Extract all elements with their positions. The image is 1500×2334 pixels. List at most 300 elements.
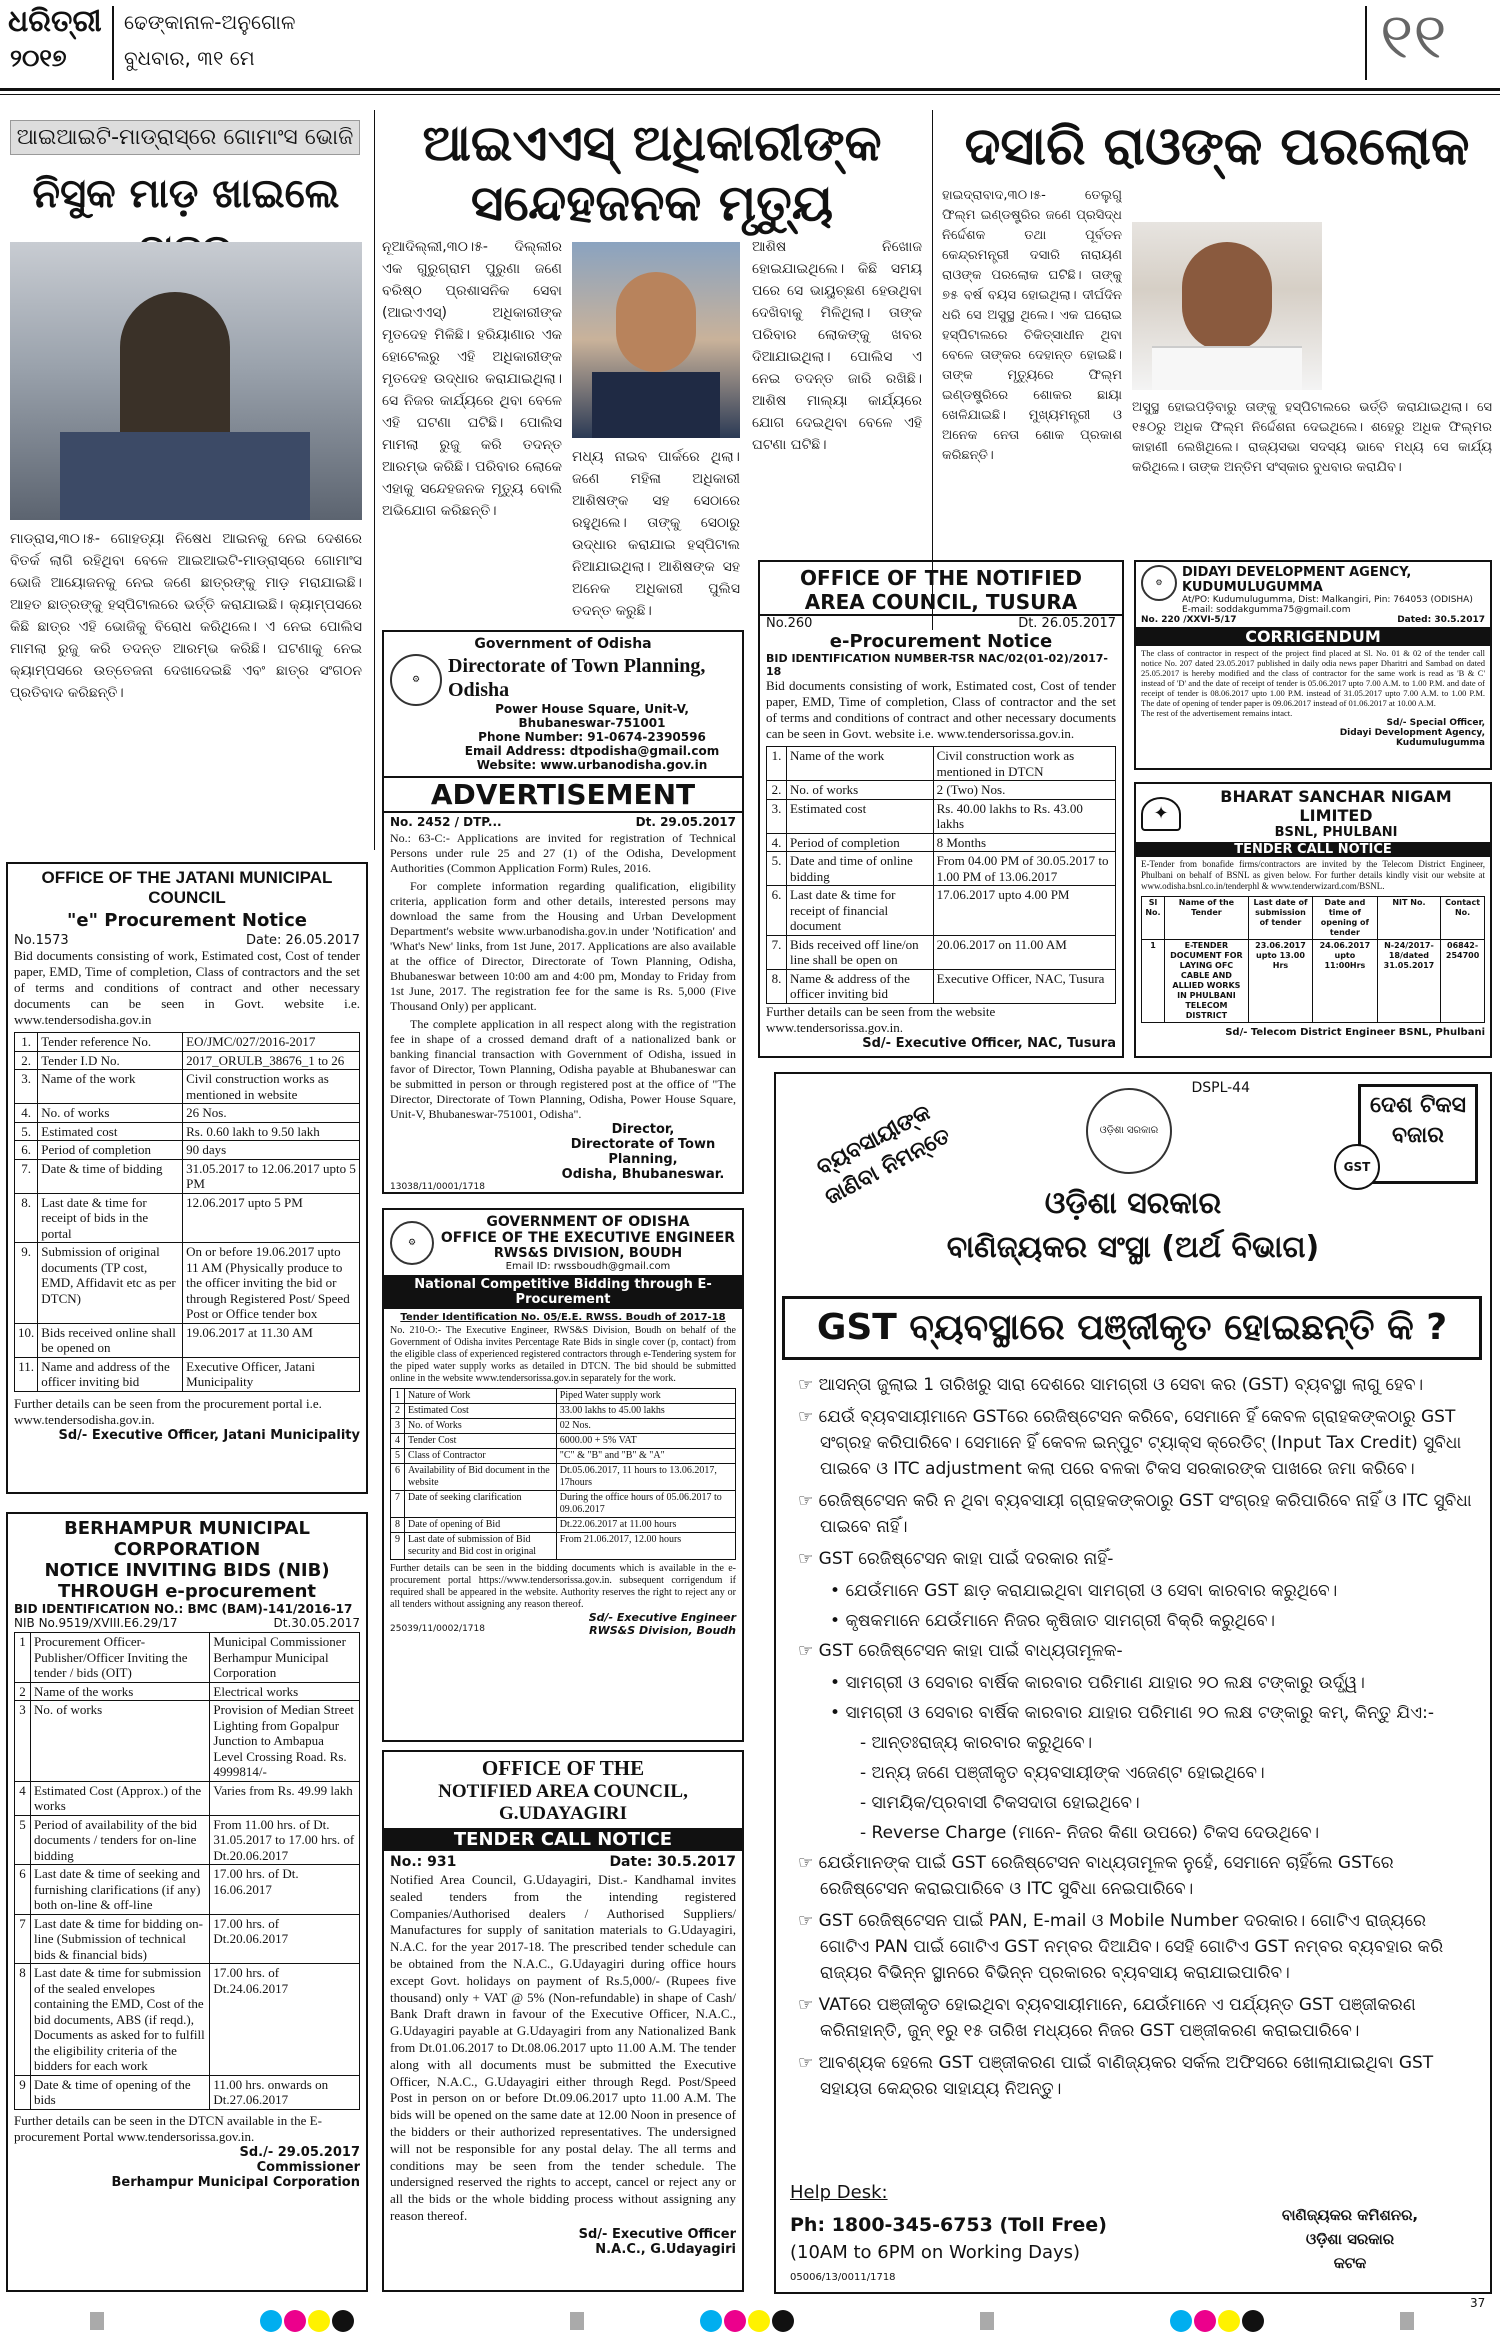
table-cell: 17.00 hrs. of Dt.24.06.2017	[210, 1964, 360, 2076]
table-cell: 02 Nos.	[556, 1419, 735, 1434]
ad-rwss-title: OFFICE OF THE EXECUTIVE ENGINEER	[440, 1230, 736, 1246]
ad-gst-question: GST ବ୍ୟବସ୍ଥାରେ ପଞ୍ଜୀକୃତ ହୋଇଛନ୍ତି କି ?	[782, 1296, 1482, 1360]
ad-berhampur-date: Dt.30.05.2017	[273, 1616, 360, 1630]
table-cell: 5.	[15, 1122, 38, 1141]
ad-tp-date: Dt. 29.05.2017	[635, 815, 736, 829]
odisha-emblem-icon: ⚙	[390, 1221, 434, 1265]
ad-berhampur	[6, 1512, 368, 2292]
table-header-cell: Sl No.	[1142, 897, 1165, 940]
odisha-emblem-icon: ⚙	[1141, 565, 1177, 601]
cyan-dot	[700, 2310, 722, 2332]
story3-body-col1: ହାଇଦ୍ରାବାଦ,୩୦।୫- ତେଲୁଗୁ ଫିଲ୍ମ ଇଣ୍ଡଷ୍ଟ୍ରିର ଜଣେ ପ୍ରସିଦ୍ଧ ନିର୍ଦ୍ଦେଶକ ତଥା ପୂର୍ବତନ କେନ୍ଦ୍ରମନ୍ତ୍ରୀ ଦସାରି ନାରାୟଣ ରାଓଙ୍କ ପରଲୋକ ଘଟିଛି। ତାଙ୍କୁ ୭୫ ବର୍ଷ ବୟସ ହୋଇଥିଲା। ଦୀର୍ଘଦିନ ଧରି ସେ ଅସୁସ୍ଥ ଥିଲେ। ଏକ ଘରୋଇ ହସ୍ପିଟାଲରେ ଚିକିତ୍ସାଧୀନ ଥିବା ବେଳେ ତାଙ୍କର ଦେହାନ୍ତ ହୋଇଛି। ତାଙ୍କ ମୃତ୍ୟୁରେ ଫିଲ୍ମ ଇଣ୍ଡଷ୍ଟ୍ରିରେ ଶୋକର ଛାୟା ଖେଳିଯାଇଛି। ମୁଖ୍ୟମନ୍ତ୍ରୀ ଓ ଅନେକ ନେତା ଶୋକ ପ୍ରକାଶ କରିଛନ୍ତି।	[942, 188, 1122, 463]
table-cell: Executive Officer, Jatani Municipality	[183, 1357, 360, 1391]
date-label: ବୁଧବାର, ୩୧ ମେ	[124, 46, 255, 70]
ad-udayagiri-title2: NOTIFIED AREA COUNCIL, G.UDAYAGIRI	[438, 1781, 688, 1824]
edition-label: ଢେଙ୍କାନାଳ-ଅନୁଗୋଳ	[124, 10, 296, 34]
table-cell: No. of Works	[405, 1419, 557, 1434]
ad-tp-address: Power House Square, Unit-V, Bhubaneswar-751001	[495, 702, 689, 730]
table-cell: 3.	[767, 799, 787, 833]
table-cell: Name & address of the officer inviting bid	[787, 969, 934, 1003]
list-item: ☞ ଯେଉଁମାନଙ୍କ ପାଇଁ GST ରେଜିଷ୍ଟେସନ ବାଧ୍ୟତାମୂଳକ ନୁହେଁ, ସେମାନେ ଚାହିଁଲେ GSTରେ ରେଜିଷ୍ଟେସନ କରାଇପାରିବେ ଓ ITC ସୁବିଧା ନେଇପାରିବେ।	[798, 1853, 1394, 1899]
table-cell: 1.	[15, 1033, 38, 1052]
table-cell: 17.06.2017 upto 4.00 PM	[933, 886, 1115, 936]
ad-tp-email: Email Address: dtpodisha@gmail.com	[464, 744, 720, 758]
table-cell: Date and time of online bidding	[787, 852, 934, 886]
ad-jatani-footer: Further details can be seen from the procurement portal i.e. www.tendersodisha.gov.in.	[14, 1395, 322, 1427]
ad-didayi-email: E-mail: soddakgumma75@gmail.com	[1182, 605, 1351, 615]
table-cell: 8 Months	[933, 833, 1115, 852]
table-cell: Period of completion	[38, 1141, 183, 1160]
table-cell: 8	[391, 1518, 405, 1533]
table-cell: Last date & time for bidding on-line (Submission of technical bids & financial bids)	[31, 1914, 210, 1964]
table-cell: Name of the work	[787, 747, 934, 781]
table-row	[15, 2075, 360, 2109]
table-cell: No. of works	[31, 1701, 210, 1782]
table-cell: Submission of original documents (TP cost, EMD, Affidavit etc as per DTCN)	[38, 1243, 183, 1324]
magenta-dot	[284, 2310, 306, 2332]
ad-jatani-sign: Sd/- Executive Officer, Jatani Municipality	[58, 1427, 360, 1443]
table-row	[391, 1518, 736, 1533]
list-item: - ଆନ୍ତଃରାଜ୍ୟ କାରବାର କରୁଥିବେ।	[860, 1733, 1093, 1753]
ad-tusura-title2: AREA COUNCIL, TUSURA	[804, 590, 1078, 614]
ad-didayi-heading: CORRIGENDUM	[1136, 627, 1490, 646]
yellow-dot	[1218, 2310, 1240, 2332]
table-cell: 2	[15, 1682, 31, 1701]
hand-pointer-icon: ☞	[798, 1407, 819, 1427]
ad-jatani-table	[14, 1032, 360, 1392]
ad-tp-sign2: Directorate of Town Planning,	[570, 1137, 716, 1167]
story3-headline: ଦସାରି ରାଓଙ୍କ ପରଲୋକ	[964, 117, 1470, 177]
ad-didayi-body: The class of contractor in respect of the project find placed at Sl. No. 01 & 02 of the tender call notice No. 207 dated 23.05.2017 published in daily odia news paper Dharitri and Sambad on dated 25.05.2017 is hereby modified and the class of contractor for the same work is read as 'B & C' instead of 'D' and the date of receipt of tender is 05.06.2017 upto 7.00 A.M. to 1.00 P.M. and date of receipt of tender is 08.06.2017 upto 1.00 P.M. instead of 31.05.2017 upto 7.00 A.M. to 1.00 P.M. The date of opening of tender paper is 09.06.2017 instead of 01.06.2017 at 10.00 A.M.	[1141, 648, 1485, 708]
table-cell: 7	[15, 1914, 31, 1964]
table-cell: Bids received off line/on line shall be open on	[787, 935, 934, 969]
ad-tp-heading: ADVERTISEMENT	[384, 776, 742, 813]
ad-rwss-sign2: RWS&S Division, Boudh	[589, 1624, 736, 1637]
table-cell: Procurement Officer-Publisher/Officer Inviting the tender / bids (OIT)	[31, 1633, 210, 1683]
table-cell: 5	[15, 1815, 31, 1865]
ad-rwss-table	[390, 1388, 736, 1560]
table-cell: 9.	[15, 1243, 38, 1324]
table-cell: 2	[391, 1404, 405, 1419]
ad-gst-side-right: ଦେଶ ଟିକସ ବଜାର	[1369, 1093, 1467, 1148]
table-cell: 11.	[15, 1357, 38, 1391]
table-row	[15, 1865, 360, 1915]
hand-pointer-icon: ☞	[798, 1375, 819, 1395]
table-cell: Last date & time for receipt of bids in the portal	[38, 1193, 183, 1243]
gray-swatch	[90, 2312, 104, 2330]
table-cell: Date of seeking clarification	[405, 1491, 557, 1518]
table-cell: Last date & time for submission of the sealed envelopes containing the EMD, Cost of the bid documents, ABS (if reqd.), Documents as asked for to fulfill the eligibility criteria of the bidders for each work	[31, 1964, 210, 2076]
ad-jatani-intro: Bid documents consisting of work, Estimated cost, Cost of tender paper, EMD, Time of completion, Class of contractors and the set of terms and conditions of contract and other necessary documents can be seen in Govt. website i.e. www.tendersodisha.gov.in	[14, 948, 360, 1027]
ad-didayi-date: Dated: 30.5.2017	[1397, 615, 1485, 625]
table-cell: 5.	[767, 852, 787, 886]
ad-berhampur-nib: NIB No.9519/XVIII.E6.29/17	[14, 1616, 178, 1630]
ad-bsnl-title1: BHARAT SANCHAR NIGAM LIMITED	[1220, 787, 1452, 825]
table-row	[15, 1357, 360, 1391]
ad-gst-logo-text: GST	[1343, 1160, 1371, 1174]
ad-gst	[774, 1072, 1492, 2294]
ad-tp-sign3: Odisha, Bhubaneswar.	[561, 1167, 725, 1182]
ad-rwss-email: Email ID: rwssboudh@gmail.com	[505, 1261, 671, 1272]
table-cell: 20.06.2017 on 11.00 AM	[933, 935, 1115, 969]
story3-photo	[1132, 222, 1322, 390]
table-row	[15, 1815, 360, 1865]
table-cell: 8.	[767, 969, 787, 1003]
ad-gst-sign2: ଓଡ଼ିଶା ସରକାର	[1305, 2230, 1395, 2248]
ad-gst-side-left: ବ୍ୟବସାୟୀଙ୍କ ଜାଣିବା ନିମନ୍ତେ	[812, 1099, 955, 1211]
table-cell: 7.	[767, 935, 787, 969]
hand-pointer-icon: ☞	[798, 1911, 819, 1931]
ad-rwss-sign1: Sd/- Executive Engineer	[588, 1611, 736, 1624]
table-cell: 23.06.2017 upto 13.00 Hrs	[1248, 940, 1312, 1023]
story2-body-bottom: ମଧ୍ୟ ନାଇବ ପାର୍କରେ ଥିଲା। ଜଣେ ମହିଳା ଅଧିକାରୀ ଆଶିଷଙ୍କ ସହ ସେଠାରେ ରହୁଥିଲେ। ତାଙ୍କୁ ସେଠାରୁ ଉଦ୍ଧାର କରାଯାଇ ହସ୍ପିଟାଲ ନିଆଯାଇଥିଲା। ଆଶିଷଙ୍କ ସହ ଅନେକ ଅଧିକାରୀ ପୁଲିସ ତଦନ୍ତ କରୁଛି।	[572, 449, 740, 619]
list-item: - ସାମୟିକ/ପ୍ରବାସୀ ଟିକସଦାତା ହୋଇଥିବେ।	[860, 1793, 1140, 1813]
gray-swatch	[570, 2312, 584, 2330]
story2-photo	[572, 242, 740, 438]
hand-pointer-icon: ☞	[798, 1641, 819, 1661]
ad-berhampur-table	[14, 1632, 360, 2110]
ad-jatani-subtitle: "e" Procurement Notice	[67, 910, 307, 931]
ad-gst-code-top: DSPL-44	[1191, 1080, 1250, 1096]
table-cell: Class of Contractor	[405, 1449, 557, 1464]
black-dot	[772, 2310, 794, 2332]
table-cell: 06842-254700	[1441, 940, 1485, 1023]
table-cell: Estimated cost	[38, 1122, 183, 1141]
story2-headline-line1: ଆଇଏଏସ୍ ଅଧିକାରୀଙ୍କ	[422, 114, 882, 172]
list-item: - Reverse Charge (ମାନେ- ନିଜର କିଣା ଉପରେ) ଟିକସ ଦେଉଥିବେ।	[860, 1823, 1320, 1843]
table-cell: 6	[391, 1464, 405, 1491]
table-row	[15, 1141, 360, 1160]
table-cell: Nature of Work	[405, 1389, 557, 1404]
gst-logo-icon	[1334, 1144, 1380, 1190]
list-item: • କୃଷକମାନେ ଯେଉଁମାନେ ନିଜର କୃଷିଜାତ ସାମଗ୍ରୀ ବିକ୍ରି କରୁଥିବେ।	[830, 1611, 1276, 1631]
table-cell: 9	[15, 2075, 31, 2109]
ad-gst-sub	[790, 1730, 1480, 1846]
ad-didayi-rest: The rest of the advertisement remains intact.	[1141, 708, 1293, 718]
story1-headline: ନିସୁକ ମାଡ଼ ଖାଇଲେ	[32, 171, 340, 217]
ad-rwss	[382, 1208, 744, 1742]
ad-udayagiri-title1: OFFICE OF THE	[481, 1756, 645, 1780]
table-cell: Dt.22.06.2017 at 11.00 hours	[556, 1518, 735, 1533]
table-row	[15, 1033, 360, 1052]
table-header-cell: Date and time of opening of tender	[1313, 897, 1378, 940]
ad-tusura-title1: OFFICE OF THE NOTIFIED	[800, 566, 1082, 590]
table-cell: 1.	[767, 747, 787, 781]
table-cell: 1	[15, 1633, 31, 1683]
story2-body-col1: ନୂଆଦିଲ୍ଲୀ,୩୦।୫- ଦିଲ୍ଲୀର ଏକ ଗୁରୁଗ୍ରାମ ପୁରୁଣା ଜଣେ ବରିଷ୍ଠ ପ୍ରଶାସନିକ ସେବା (ଆଇଏଏସ୍) ଅଧିକାରୀଙ୍କ ମୃତଦେହ ମିଳିଛି। ହରିୟାଣାର ଏକ ହୋଟେଲରୁ ଏହି ଅଧିକାରୀଙ୍କ ମୃତଦେହ ଉଦ୍ଧାର କରାଯାଇଥିଲା। ସେ ନିଜର କାର୍ଯ୍ୟରେ ଥିବା ବେଳେ ଏହି ଘଟଣା ଘଟିଛି। ପୋଲିସ ମାମଲା ରୁଜୁ କରି ତଦନ୍ତ ଆରମ୍ଭ କରିଛି। ପରିବାର ଲୋକେ ଏହାକୁ ସନ୍ଦେହଜନକ ମୃତ୍ୟୁ ବୋଲି ଅଭିଯୋଗ କରିଛନ୍ତି।	[382, 239, 562, 519]
table-cell: Bids received online shall be opened on	[38, 1323, 183, 1357]
ad-tusura-footer: Further details can be seen from the website www.tendersorissa.gov.in.	[766, 1003, 996, 1035]
hand-pointer-icon: ☞	[798, 1491, 819, 1511]
table-cell: No. of works	[38, 1104, 183, 1123]
ad-rwss-para: No. 210-O:- The Executive Engineer, RWS&S Division, Boudh on behalf of the Government of Odisha invites Percentage Rate Bids in single cover (p, contact) from the eligible class of experienced registered contractors through e-Tendering system for the piped water supply works as detailed in DTCN. The bid should be submitted online in the website www.tendersorissa.gov.in separately for the work.	[390, 1325, 736, 1384]
table-cell: Varies from Rs. 49.99 lakh	[210, 1781, 360, 1815]
ad-tp-code: 13038/11/0001/1718	[390, 1182, 485, 1192]
table-row	[15, 1193, 360, 1243]
bsnl-logo-icon: ✦	[1141, 797, 1181, 831]
table-cell: 8.	[15, 1193, 38, 1243]
ad-tusura	[758, 560, 1124, 1058]
table-cell: E-TENDER DOCUMENT FOR LAYING OFC CABLE AND ALLIED WORKS IN PHULBANI TELECOM DISTRICT	[1164, 940, 1248, 1023]
list-item: ☞ ଆବଶ୍ୟକ ହେଲେ GST ପଞ୍ଜୀକରଣ ପାଇଁ ବାଣିଜ୍ୟକର ସର୍କଲ ଅଫିସରେ ଖୋଲାଯାଇଥିବା GST ସହାୟତା କେନ୍ଦ୍ରର ସାହାଯ୍ୟ ନିଅନ୍ତୁ।	[798, 2053, 1434, 2099]
table-row	[391, 1533, 736, 1560]
ad-didayi-title: DIDAYI DEVELOPMENT AGENCY, KUDUMULUGUMMA	[1182, 565, 1412, 595]
hand-pointer-icon: ☞	[798, 2053, 819, 2073]
table-row	[391, 1491, 736, 1518]
ad-berhampur-title: BERHAMPUR MUNICIPAL CORPORATION	[64, 1518, 310, 1560]
story2-headline-line2: ସନ୍ଦେହଜନକ ମୃତ୍ୟୁ	[470, 174, 834, 232]
ad-bsnl	[1134, 782, 1492, 1058]
table-cell: Period of completion	[787, 833, 934, 852]
table-cell: 6.	[767, 886, 787, 936]
table-cell: Rs. 40.00 lakhs to Rs. 43.00 lakhs	[933, 799, 1115, 833]
table-row	[391, 1449, 736, 1464]
ad-gst-code: 05006/13/0011/1718	[790, 2272, 896, 2283]
table-cell: Date of opening of Bid	[405, 1518, 557, 1533]
ad-tp-sign1: Director,	[611, 1122, 675, 1137]
hand-pointer-icon: ☞	[798, 1853, 819, 1873]
table-row	[391, 1464, 736, 1491]
list-item: - ଅନ୍ୟ ଜଣେ ପଞ୍ଜୀକୃତ ବ୍ୟବସାୟୀଙ୍କ ଏଜେଣ୍ଟ ହୋଇଥିବେ।	[860, 1763, 1265, 1783]
ad-gst-helpdesk: Help Desk:	[790, 2182, 888, 2203]
table-cell: 33.00 lakhs to 45.00 lakhs	[556, 1404, 735, 1419]
ad-rwss-code: 25039/11/0002/1718	[390, 1624, 485, 1634]
table-row	[15, 1633, 360, 1683]
ad-didayi-sign2: Didayi Development Agency,	[1339, 728, 1485, 738]
page-number: ୧୧	[1380, 0, 1447, 74]
table-cell: Tender Cost	[405, 1434, 557, 1449]
ad-gst-phone: Ph: 1800-345-6753 (Toll Free)	[790, 2214, 1107, 2236]
footer-page-no: 37	[1470, 2296, 1486, 2310]
ad-gst-sign3: କଟକ	[1333, 2254, 1367, 2272]
magenta-dot	[724, 2310, 746, 2332]
table-cell: 7	[391, 1491, 405, 1518]
odisha-seal-icon	[1086, 1088, 1172, 1174]
list-item: ☞ VATରେ ପଞ୍ଜୀକୃତ ହୋଇଥିବା ବ୍ୟବସାୟୀମାନେ, ଯେଉଁମାନେ ଏ ପର୍ଯ୍ୟନ୍ତ GST ପଞ୍ଜୀକରଣ କରିନାହାନ୍ତି, ଜୁନ୍ ୧ରୁ ୧୫ ତାରିଖ ମଧ୍ୟରେ ନିଜର GST ପଞ୍ଜୀକରଣ କରାଇପାରିବେ।	[798, 1995, 1416, 2041]
table-row	[15, 1682, 360, 1701]
ad-jatani	[6, 862, 368, 1494]
table-cell: Piped Water supply work	[556, 1389, 735, 1404]
bullet-icon: •	[830, 1611, 846, 1631]
table-row	[15, 1051, 360, 1070]
table-row	[767, 799, 1116, 833]
ad-didayi	[1134, 560, 1492, 770]
table-cell: Dt.05.06.2017, 11 hours to 13.06.2017, 17hours	[556, 1464, 735, 1491]
table-row	[767, 969, 1116, 1003]
ad-tusura-heading: e-Procurement Notice	[829, 631, 1053, 652]
table-row	[391, 1389, 736, 1404]
ad-gst-seal-text: ଓଡ଼ିଶା ସରକାର	[1099, 1125, 1159, 1136]
table-row	[15, 1323, 360, 1357]
ad-udayagiri-band: TENDER CALL NOTICE	[384, 1828, 742, 1851]
table-header-cell: Contact No.	[1441, 897, 1485, 940]
ad-berhampur-subtitle1: NOTICE INVITING BIDS (NIB)	[44, 1560, 330, 1581]
table-row	[391, 1404, 736, 1419]
table-header-cell: Last date of submission of tender	[1248, 897, 1312, 940]
yellow-dot	[308, 2310, 330, 2332]
ad-berhampur-footer: Further details can be seen in the DTCN available in the E-procurement Portal www.tendersorissa.gov.in.	[14, 2112, 322, 2144]
table-cell: Availability of Bid document in the website	[405, 1464, 557, 1491]
ad-berhampur-subtitle2: THROUGH e-procurement	[58, 1581, 316, 1602]
gray-swatch	[980, 2312, 994, 2330]
ad-tusura-intro: Bid documents consisting of work, Estimated cost, Cost of tender paper, EMD, Time of completion, Class of contractor and the set of terms and conditions of contract and other necessary documents can be seen in Govt. website i.e. www.tendersorissa.gov.in.	[766, 678, 1116, 741]
bullet-icon: •	[830, 1581, 846, 1601]
table-cell: Rs. 0.60 lakh to 9.50 lakh	[183, 1122, 360, 1141]
ad-didayi-sign1: Sd/- Special Officer,	[1386, 718, 1485, 728]
gray-swatch	[1400, 2312, 1414, 2330]
table-cell: 17.00 hrs. of Dt.20.06.2017	[210, 1914, 360, 1964]
table-cell: 8	[15, 1964, 31, 2076]
table-cell: 5	[391, 1449, 405, 1464]
ad-tp-title: Directorate of Town Planning, Odisha	[448, 655, 706, 701]
table-cell: Executive Officer, NAC, Tusura	[933, 969, 1115, 1003]
list-item: ☞ ଆସନ୍ତା ଜୁଲାଇ 1 ତାରିଖରୁ ସାରା ଦେଶରେ ସାମଗ୍ରୀ ଓ ସେବା କର (GST) ବ୍ୟବସ୍ଥା ଲାଗୁ ହେବ।	[798, 1375, 1424, 1395]
table-cell: 3	[391, 1419, 405, 1434]
table-row	[767, 852, 1116, 886]
ad-rwss-gov: GOVERNMENT OF ODISHA	[486, 1214, 690, 1230]
ad-bsnl-sign: Sd/- Telecom District Engineer BSNL, Phulbani	[1225, 1027, 1485, 1038]
ad-tusura-sign: Sd/- Executive Officer, NAC, Tusura	[862, 1035, 1116, 1051]
ad-berhampur-sign-org: Berhampur Municipal Corporation	[111, 2174, 360, 2190]
table-cell: No. of works	[787, 781, 934, 800]
ad-gst-not-required	[790, 1578, 1480, 1634]
table-cell: Civil construction works as mentioned in website	[183, 1070, 360, 1104]
ad-didayi-no: No. 220 /XXVI-5/17	[1141, 615, 1237, 625]
ad-tp-phone: Phone Number: 91-0674-2390596	[478, 730, 706, 744]
story3-body-col2: ଅସୁସ୍ଥ ହୋଇପଡ଼ିବାରୁ ତାଙ୍କୁ ହସ୍ପିଟାଲରେ ଭର୍ତ୍ତି କରାଯାଇଥିଲା। ସେ ୧୫୦ରୁ ଅଧିକ ଫିଲ୍ମ ନିର୍ଦ୍ଦେଶନା ଦେଇଥିଲେ। ଶହେରୁ ଅଧିକ ଫିଲ୍ମର କାହାଣୀ ଲେଖିଥିଲେ। ରାଜ୍ୟସଭା ସଦସ୍ୟ ଭାବେ ମଧ୍ୟ ସେ କାର୍ଯ୍ୟ କରିଥିଲେ। ତାଙ୍କ ଅନ୍ତିମ ସଂସ୍କାର ବୁଧବାର କରାଯିବ।	[1132, 400, 1492, 475]
ad-gst-sign1: ବାଣିଜ୍ୟକର କମିଶନର,	[1281, 2206, 1419, 2224]
table-row	[15, 1070, 360, 1104]
ad-gst-gov: ଓଡ଼ିଶା ସରକାର	[1044, 1186, 1222, 1221]
table-row	[391, 1434, 736, 1449]
cyan-dot	[1170, 2310, 1192, 2332]
ad-rwss-footer: Further details can be seen in the bidding documents which is available in the e-procurement portal https://www.tendersorissa.gov.in. subsequent corrigendum if required shall be appeared in the website. Authority reserves the right to reject any or all tenders without assigning any reason thereof.	[390, 1563, 736, 1610]
odisha-emblem-icon: ⚙	[390, 654, 442, 706]
ad-tp-website: Website: www.urbanodisha.gov.in	[476, 758, 708, 772]
table-cell: 3.	[15, 1070, 38, 1104]
table-cell: 4	[15, 1781, 31, 1815]
ad-udayagiri-sign2: N.A.C., G.Udayagiri	[595, 2241, 736, 2257]
table-header-cell: Name of the Tender	[1164, 897, 1248, 940]
list-item: • ସାମଗ୍ରୀ ଓ ସେବାର ବାର୍ଷିକ କାରବାର ଯାହାର ପରିମାଣ ୨୦ ଲକ୍ଷ ଟଙ୍କାରୁ କମ୍, କିନ୍ତୁ ଯିଏ:-	[830, 1703, 1434, 1723]
table-cell: 90 days	[183, 1141, 360, 1160]
table-cell: 4	[391, 1434, 405, 1449]
ad-udayagiri-body: Notified Area Council, G.Udayagiri, Dist.- Kandhamal invites sealed tenders from the intending registered Companies/Authorised dealers / Authorised Suppliers/ Manufactures for supply of sanitation materials to G.Udayagiri, N.A.C. for the year 2017-18. The prescribed tender schedule can be obtained from the N.A.C., G.Udayagiri during office hours except Govt. holidays on payment of Rs.5,000/- (Rupees five thousand) only + VAT @ 5% (Non-refundable) in shape of Cash/ Bank Draft drawn in favour of the Executive Officer, N.A.C., G.Udayagiri payable at G.Udayagiri from any Nationalized Bank from Dt.01.06.2017 to Dt.08.06.2017 upto 11.00 A.M. The tender along with all documents must be submitted the Executive Officer, N.A.C., G.Udayagiri either through Regd. Post/Speed Post in person on or before Dt.09.06.2017 upto 11.00 A.M. The bids will be opened on the same date at 12.00 Noon in presence of the bidders or their authorized representatives. The undersigned will not be responsible for any postal delay. The all terms and conditions may be seen from the tender schedule. The undersigned reserved the rights to accept, cancel or reject any or all the bids or the whole bidding process without assigning any reason thereof.	[390, 1872, 736, 2223]
table-cell: 11.00 hrs. onwards on Dt.27.06.2017	[210, 2075, 360, 2109]
table-cell: 31.05.2017 to 12.06.2017 upto 5 PM	[183, 1159, 360, 1193]
table-row	[767, 781, 1116, 800]
list-item: ☞ GST ରେଜିଷ୍ଟେସନ ପାଇଁ PAN, E-mail ଓ Mobile Number ଦରକାର। ଗୋଟିଏ ରାଜ୍ୟରେ ଗୋଟିଏ PAN ପାଇଁ ଗୋଟିଏ GST ନମ୍ବର ଦିଆଯିବ। ସେହି ଗୋଟିଏ GST ନମ୍ବର ବ୍ୟବହାର କରି ରାଜ୍ୟର ବିଭିନ୍ନ ସ୍ଥାନରେ ବିଭିନ୍ନ ପ୍ରକାରର ବ୍ୟବସାୟ କରାଯାଇପାରିବ।	[798, 1911, 1444, 1983]
table-cell: 6.	[15, 1141, 38, 1160]
table-cell: 6000.00 + 5% VAT	[556, 1434, 735, 1449]
ad-tusura-no: No.260	[766, 616, 813, 631]
magenta-dot	[1194, 2310, 1216, 2332]
story1-kicker: ଆଇଆଇଟି-ମାଡ୍ରାସ୍‌ରେ ଗୋମାଂସ ଭୋଜି	[10, 120, 360, 155]
ad-gst-points2	[790, 1850, 1480, 2102]
ad-tp-gov: Government of Odisha	[474, 636, 652, 652]
table-cell: Date & time of bidding	[38, 1159, 183, 1193]
table-cell: 2.	[15, 1051, 38, 1070]
ad-rwss-division: RWS&S DIVISION, BOUDH	[493, 1246, 683, 1261]
table-cell: 10.	[15, 1323, 38, 1357]
list-item: • ଯେଉଁମାନେ GST ଛାଡ଼ କରାଯାଇଥିବା ସାମଗ୍ରୀ ଓ ସେବା କାରବାର କରୁଥିବେ।	[830, 1581, 1338, 1601]
ad-tusura-bid-id: BID IDENTIFICATION NUMBER-TSR NAC/02(01-02)/2017-18	[766, 652, 1108, 678]
ad-gst-dept: ବାଣିଜ୍ୟକର ସଂସ୍ଥା (ଅର୍ଥ ବିଭାଗ)	[946, 1230, 1320, 1265]
table-cell: Estimated Cost	[405, 1404, 557, 1419]
table-cell: 7.	[15, 1159, 38, 1193]
table-cell: 26 Nos.	[183, 1104, 360, 1123]
registration-strip	[0, 2306, 1500, 2334]
table-cell: 17.00 hrs. of Dt. 16.06.2017	[210, 1865, 360, 1915]
ad-gst-required	[790, 1670, 1480, 1726]
ad-bsnl-table	[1141, 896, 1485, 1023]
ad-bsnl-intro: E-Tender from bonafide firms/contractors are invited by the Telecom District Engineer, Phulbani on behalf of BSNL as given below. For further details kindly visit our website at www.odisha.bsnl.co.in/tenderphl & www.tenderwizard.com/BSNL.	[1141, 859, 1485, 891]
table-cell: Civil construction work as mentioned in DTCN	[933, 747, 1115, 781]
table-cell: Name and address of the officer inviting bid	[38, 1357, 183, 1391]
ad-tp-para1: No.: 63-C:- Applications are invited for registration of Technical Persons under rule 25 and 27 (1) of the Odisha, Development Authorities (Common Application Form) Rules, 2016.	[390, 831, 736, 875]
table-cell: 12.06.2017 upto 5 PM	[183, 1193, 360, 1243]
ad-udayagiri	[382, 1750, 744, 2292]
table-row	[15, 1964, 360, 2076]
ad-didayi-sign3: Kudumulugumma	[1395, 738, 1485, 748]
table-row	[767, 935, 1116, 969]
cyan-dot	[260, 2310, 282, 2332]
ad-gst-required-heading: ☞ GST ରେଜିଷ୍ଟେସନ କାହା ପାଇଁ ବାଧ୍ୟତାମୂଳକ-	[798, 1641, 1123, 1661]
table-cell: 2017_ORULB_38676_1 to 26	[183, 1051, 360, 1070]
paper-name: ଧରିତ୍ରୀ	[8, 4, 102, 39]
table-cell: Name of the work	[38, 1070, 183, 1104]
table-row	[1142, 940, 1485, 1023]
ad-bsnl-title2: BSNL, PHULBANI	[1274, 825, 1398, 840]
black-dot	[1242, 2310, 1264, 2332]
ad-rwss-band: National Competitive Bidding through E-Procurement	[384, 1275, 742, 1309]
table-cell: On or before 19.06.2017 upto 11 AM (Physically produce to the officer inviting the bid or through Registered Post/ Speed Post or Office tender box	[183, 1243, 360, 1324]
table-row	[15, 1781, 360, 1815]
ad-berhampur-bid-id: BID IDENTIFICATION NO.: BMC (BAM)-141/2016-17	[14, 1602, 353, 1616]
ad-berhampur-sign-title: Commissioner	[256, 2159, 360, 2175]
table-cell: EO/JMC/027/2016-2017	[183, 1033, 360, 1052]
table-cell: 1	[391, 1389, 405, 1404]
ad-rwss-tender-id: Tender Identification No. 05/E.E. RWSS. Boudh of 2017-18	[400, 1312, 726, 1323]
table-cell: From 04.00 PM of 30.05.2017 to 1.00 PM of 13.06.2017	[933, 852, 1115, 886]
ad-tp-no: No. 2452 / DTP...	[390, 815, 502, 829]
table-cell: Last date & time of seeking and furnishing clarifications (if any) both on-line & off-line	[31, 1865, 210, 1915]
table-cell: 2 (Two) Nos.	[933, 781, 1115, 800]
list-item: ☞ ରେଜିଷ୍ଟେସନ କରି ନ ଥିବା ବ୍ୟବସାୟୀ ଗ୍ରାହକଙ୍କଠାରୁ GST ସଂଗ୍ରହ କରିପାରିବେ ନାହିଁ ଓ ITC ସୁବିଧା ପାଇବେ ନାହିଁ।	[798, 1491, 1472, 1537]
ad-town-planning	[382, 630, 744, 1194]
table-cell: 6	[15, 1865, 31, 1915]
table-cell: Municipal Commissioner Berhampur Municipal Corporation	[210, 1633, 360, 1683]
table-cell: Last date & time for receipt of financial document	[787, 886, 934, 936]
list-item: • ସାମଗ୍ରୀ ଓ ସେବାର ବାର୍ଷିକ କାରବାର ପରିମାଣ ଯାହାର ୨୦ ଲକ୍ଷ ଟଙ୍କାରୁ ଉର୍ଦ୍ଧ୍ୱ।	[830, 1673, 1365, 1693]
table-cell: 19.06.2017 at 11.30 AM	[183, 1323, 360, 1357]
ad-tp-para2: For complete information regarding qualification, eligibility criteria, application form and other details, interested persons may download the same from the Housing and Urban Development Department's website www.urbanodisha.gov.in under 'Notification' and 'What's New' links, from 1st June, 2017. Applications are also available at the office of Director, Directorate of Town Planning, Odisha, Bhubaneswar between 10:00 am and 4:00 pm, Monday to Friday from 1st June, 2017. The registration fee for the same is Rs. 5,000 (Five Thousand Only) per applicant.	[390, 879, 736, 1013]
table-cell: 24.06.2017 upto 11:00Hrs	[1313, 940, 1378, 1023]
table-row	[15, 1159, 360, 1193]
table-cell: Name of the works	[31, 1682, 210, 1701]
ad-tusura-date: Dt. 26.05.2017	[1018, 616, 1116, 631]
ad-jatani-title: OFFICE OF THE JATANI MUNICIPAL COUNCIL	[41, 868, 333, 907]
table-cell: Date & time of opening of the bids	[31, 2075, 210, 2109]
black-dot	[332, 2310, 354, 2332]
table-cell: 3	[15, 1701, 31, 1782]
table-cell: Provision of Median Street Lighting from Gopalpur Junction to Ambapua Level Crossing Road. Rs. 4999814/-	[210, 1701, 360, 1782]
hand-pointer-icon: ☞	[798, 1549, 819, 1569]
ad-udayagiri-sign1: Sd/- Executive Officer	[578, 2226, 736, 2242]
table-cell: 4.	[15, 1104, 38, 1123]
story1-body: ମାଡ୍ରାସ,୩୦।୫- ଗୋହତ୍ୟା ନିଷେଧ ଆଇନକୁ ନେଇ ଦେଶରେ ବିତର୍କ ଲାଗି ରହିଥିବା ବେଳେ ଆଇଆଇଟି-ମାଡ୍ରାସ୍‌ରେ ଗୋମାଂସ ଭୋଜି ଆୟୋଜନକୁ ନେଇ ଜଣେ ଛାତ୍ରଙ୍କୁ ମାଡ଼ ମରାଯାଇଛି। ଆହତ ଛାତ୍ରଙ୍କୁ ହସ୍ପିଟାଲରେ ଭର୍ତ୍ତି କରାଯାଇଛି। କ୍ୟାମ୍ପସରେ କିଛି ଛାତ୍ର ଏହି ଭୋଜିକୁ ବିରୋଧ କରିଥିଲେ। ଏ ନେଇ ପୋଲିସ ମାମଲା ରୁଜୁ କରି ତଦନ୍ତ ଆରମ୍ଭ କରିଛି। ଘଟଣାକୁ ନେଇ କ୍ୟାମ୍ପସରେ ଉତ୍ତେଜନା ଦେଖାଦେଇଛି ଏବଂ ଛାତ୍ର ସଂଗଠନ ପ୍ରତିବାଦ କରିଛନ୍ତି।	[10, 531, 362, 701]
table-cell: From 21.06.2017, 12.00 hours	[556, 1533, 735, 1560]
